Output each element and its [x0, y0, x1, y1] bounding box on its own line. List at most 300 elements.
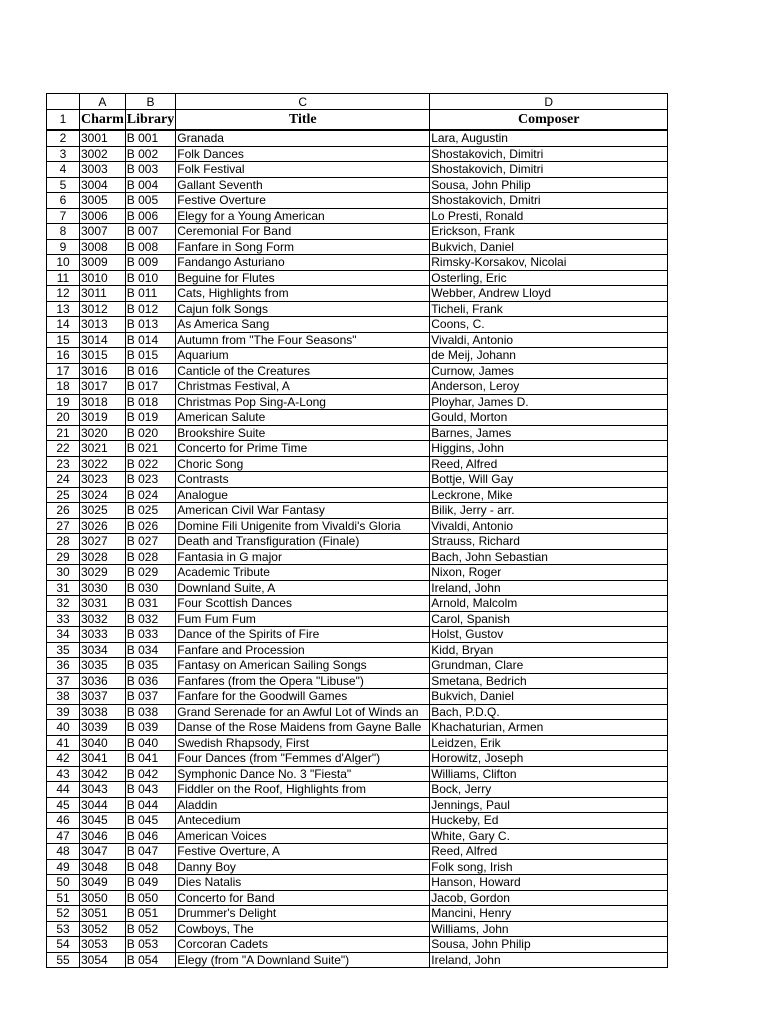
row-number[interactable]: 36	[47, 658, 80, 674]
library-cell[interactable]: B 024	[125, 487, 175, 503]
composer-cell[interactable]: Lara, Augustin	[430, 130, 668, 146]
row-number[interactable]: 20	[47, 410, 80, 426]
library-cell[interactable]: B 031	[125, 596, 175, 612]
title-cell[interactable]: Contrasts	[176, 472, 430, 488]
charm-cell[interactable]: 3019	[80, 410, 126, 426]
row-number[interactable]: 14	[47, 317, 80, 333]
title-cell[interactable]: Dies Natalis	[176, 875, 430, 891]
library-cell[interactable]: B 035	[125, 658, 175, 674]
title-cell[interactable]: Autumn from "The Four Seasons"	[176, 332, 430, 348]
title-cell[interactable]: Festive Overture	[176, 193, 430, 209]
row-number[interactable]: 30	[47, 565, 80, 581]
composer-cell[interactable]: Horowitz, Joseph	[430, 751, 668, 767]
title-cell[interactable]: Dance of the Spirits of Fire	[176, 627, 430, 643]
corner-cell[interactable]	[47, 94, 80, 110]
row-number[interactable]: 29	[47, 549, 80, 565]
title-cell[interactable]: Four Dances (from "Femmes d'Alger")	[176, 751, 430, 767]
row-number[interactable]: 6	[47, 193, 80, 209]
row-number[interactable]: 54	[47, 937, 80, 953]
composer-cell[interactable]: Vivaldi, Antonio	[430, 518, 668, 534]
library-cell[interactable]: B 002	[125, 146, 175, 162]
composer-cell[interactable]: Williams, John	[430, 921, 668, 937]
charm-cell[interactable]: 3047	[80, 844, 126, 860]
row-number[interactable]: 41	[47, 735, 80, 751]
composer-cell[interactable]: Ployhar, James D.	[430, 394, 668, 410]
table-row	[47, 441, 668, 457]
column-header-a[interactable]: A	[80, 94, 126, 110]
row-number[interactable]: 11	[47, 270, 80, 286]
title-cell[interactable]: Fanfares (from the Opera "Libuse")	[176, 673, 430, 689]
charm-cell[interactable]: 3051	[80, 906, 126, 922]
table-row	[47, 239, 668, 255]
column-header-b[interactable]: B	[125, 94, 175, 110]
charm-cell[interactable]: 3026	[80, 518, 126, 534]
title-cell[interactable]: Fanfare in Song Form	[176, 239, 430, 255]
title-cell[interactable]: Fiddler on the Roof, Highlights from	[176, 782, 430, 798]
row-number[interactable]: 47	[47, 828, 80, 844]
title-cell[interactable]: Festive Overture, A	[176, 844, 430, 860]
title-cell[interactable]: Canticle of the Creatures	[176, 363, 430, 379]
charm-cell[interactable]: 3001	[80, 130, 126, 146]
composer-cell[interactable]: Bukvich, Daniel	[430, 239, 668, 255]
row-number[interactable]: 24	[47, 472, 80, 488]
row-number[interactable]: 25	[47, 487, 80, 503]
composer-cell[interactable]: Anderson, Leroy	[430, 379, 668, 395]
title-cell[interactable]: Corcoran Cadets	[176, 937, 430, 953]
charm-cell[interactable]: 3018	[80, 394, 126, 410]
composer-cell[interactable]: Khachaturian, Armen	[430, 720, 668, 736]
library-cell[interactable]: B 037	[125, 689, 175, 705]
charm-cell[interactable]: 3005	[80, 193, 126, 209]
charm-cell[interactable]: 3010	[80, 270, 126, 286]
charm-cell[interactable]: 3012	[80, 301, 126, 317]
library-cell[interactable]: B 043	[125, 782, 175, 798]
composer-cell[interactable]: Bukvich, Daniel	[430, 689, 668, 705]
library-cell[interactable]: B 020	[125, 425, 175, 441]
row-number[interactable]: 22	[47, 441, 80, 457]
charm-cell[interactable]: 3020	[80, 425, 126, 441]
composer-cell[interactable]: White, Gary C.	[430, 828, 668, 844]
row-number[interactable]: 8	[47, 224, 80, 240]
composer-cell[interactable]: Bock, Jerry	[430, 782, 668, 798]
library-cell[interactable]: B 011	[125, 286, 175, 302]
row-number[interactable]: 12	[47, 286, 80, 302]
library-cell[interactable]: B 045	[125, 813, 175, 829]
table-row	[47, 503, 668, 519]
row-number[interactable]: 7	[47, 208, 80, 224]
composer-cell[interactable]: Mancini, Henry	[430, 906, 668, 922]
composer-cell[interactable]: Williams, Clifton	[430, 766, 668, 782]
row-number[interactable]: 52	[47, 906, 80, 922]
title-cell[interactable]: Symphonic Dance No. 3 "Fiesta"	[176, 766, 430, 782]
charm-cell[interactable]: 3049	[80, 875, 126, 891]
column-header-row	[47, 94, 668, 110]
composer-cell[interactable]: Ireland, John	[430, 952, 668, 968]
header-cell-title[interactable]: Title	[176, 110, 430, 131]
library-cell[interactable]: B 005	[125, 193, 175, 209]
charm-cell[interactable]: 3006	[80, 208, 126, 224]
charm-cell[interactable]: 3016	[80, 363, 126, 379]
title-cell[interactable]: Beguine for Flutes	[176, 270, 430, 286]
charm-cell[interactable]: 3033	[80, 627, 126, 643]
table-row	[47, 828, 668, 844]
title-cell[interactable]: Fanfare for the Goodwill Games	[176, 689, 430, 705]
library-cell[interactable]: B 047	[125, 844, 175, 860]
title-cell[interactable]: Gallant Seventh	[176, 177, 430, 193]
header-cell-composer[interactable]: Composer	[430, 110, 668, 131]
library-cell[interactable]: B 009	[125, 255, 175, 271]
charm-cell[interactable]: 3038	[80, 704, 126, 720]
composer-cell[interactable]: Holst, Gustov	[430, 627, 668, 643]
composer-cell[interactable]: Bottje, Will Gay	[430, 472, 668, 488]
composer-cell[interactable]: Jennings, Paul	[430, 797, 668, 813]
table-row	[47, 890, 668, 906]
library-cell[interactable]: B 032	[125, 611, 175, 627]
title-cell[interactable]: Drummer's Delight	[176, 906, 430, 922]
charm-cell[interactable]: 3041	[80, 751, 126, 767]
title-cell[interactable]: Fantasia in G major	[176, 549, 430, 565]
composer-cell[interactable]: Bach, John Sebastian	[430, 549, 668, 565]
title-cell[interactable]: Danse of the Rose Maidens from Gayne Balle	[176, 720, 430, 736]
library-cell[interactable]: B 021	[125, 441, 175, 457]
title-cell[interactable]: Concerto for Prime Time	[176, 441, 430, 457]
composer-cell[interactable]: Bilik, Jerry - arr.	[430, 503, 668, 519]
charm-cell[interactable]: 3003	[80, 162, 126, 178]
row-number[interactable]: 32	[47, 596, 80, 612]
charm-cell[interactable]: 3022	[80, 456, 126, 472]
library-cell[interactable]: B 034	[125, 642, 175, 658]
library-cell[interactable]: B 012	[125, 301, 175, 317]
composer-cell[interactable]: Higgins, John	[430, 441, 668, 457]
library-cell[interactable]: B 030	[125, 580, 175, 596]
row-number[interactable]: 10	[47, 255, 80, 271]
composer-cell[interactable]: Reed, Alfred	[430, 844, 668, 860]
library-cell[interactable]: B 049	[125, 875, 175, 891]
composer-cell[interactable]: Ticheli, Frank	[430, 301, 668, 317]
row-number[interactable]: 15	[47, 332, 80, 348]
row-number[interactable]: 18	[47, 379, 80, 395]
title-cell[interactable]: Cowboys, The	[176, 921, 430, 937]
title-cell[interactable]: Aquarium	[176, 348, 430, 364]
library-cell[interactable]: B 022	[125, 456, 175, 472]
library-cell[interactable]: B 025	[125, 503, 175, 519]
composer-cell[interactable]: Carol, Spanish	[430, 611, 668, 627]
composer-cell[interactable]: Osterling, Eric	[430, 270, 668, 286]
charm-cell[interactable]: 3017	[80, 379, 126, 395]
title-cell[interactable]: Folk Dances	[176, 146, 430, 162]
composer-cell[interactable]: Hanson, Howard	[430, 875, 668, 891]
charm-cell[interactable]: 3007	[80, 224, 126, 240]
title-cell[interactable]: Brookshire Suite	[176, 425, 430, 441]
row-number[interactable]: 40	[47, 720, 80, 736]
library-cell[interactable]: B 042	[125, 766, 175, 782]
charm-cell[interactable]: 3045	[80, 813, 126, 829]
title-cell[interactable]: Christmas Pop Sing-A-Long	[176, 394, 430, 410]
title-cell[interactable]: Analogue	[176, 487, 430, 503]
library-cell[interactable]: B 040	[125, 735, 175, 751]
composer-cell[interactable]: Rimsky-Korsakov, Nicolai	[430, 255, 668, 271]
table-row	[47, 208, 668, 224]
row-number[interactable]: 2	[47, 130, 80, 146]
library-cell[interactable]: B 039	[125, 720, 175, 736]
charm-cell[interactable]: 3024	[80, 487, 126, 503]
composer-cell[interactable]: Folk song, Irish	[430, 859, 668, 875]
table-row	[47, 782, 668, 798]
library-cell[interactable]: B 001	[125, 130, 175, 146]
title-cell[interactable]: American Civil War Fantasy	[176, 503, 430, 519]
title-cell[interactable]: Four Scottish Dances	[176, 596, 430, 612]
library-cell[interactable]: B 054	[125, 952, 175, 968]
header-cell-charm[interactable]: Charm	[80, 110, 126, 131]
charm-cell[interactable]: 3052	[80, 921, 126, 937]
row-number[interactable]: 16	[47, 348, 80, 364]
composer-cell[interactable]: de Meij, Johann	[430, 348, 668, 364]
table-row	[47, 317, 668, 333]
composer-cell[interactable]: Vivaldi, Antonio	[430, 332, 668, 348]
column-header-d[interactable]: D	[430, 94, 668, 110]
row-number[interactable]: 28	[47, 534, 80, 550]
charm-cell[interactable]: 3050	[80, 890, 126, 906]
table-row	[47, 410, 668, 426]
charm-cell[interactable]: 3028	[80, 549, 126, 565]
row-number[interactable]: 19	[47, 394, 80, 410]
title-cell[interactable]: Elegy for a Young American	[176, 208, 430, 224]
library-cell[interactable]: B 003	[125, 162, 175, 178]
library-cell[interactable]: B 029	[125, 565, 175, 581]
library-cell[interactable]: B 026	[125, 518, 175, 534]
row-number[interactable]: 1	[47, 110, 80, 131]
library-cell[interactable]: B 027	[125, 534, 175, 550]
charm-cell[interactable]: 3008	[80, 239, 126, 255]
library-cell[interactable]: B 013	[125, 317, 175, 333]
composer-cell[interactable]: Shostakovich, Dimitri	[430, 146, 668, 162]
library-cell[interactable]: B 033	[125, 627, 175, 643]
charm-cell[interactable]: 3034	[80, 642, 126, 658]
row-number[interactable]: 23	[47, 456, 80, 472]
title-cell[interactable]: As America Sang	[176, 317, 430, 333]
title-cell[interactable]: Granada	[176, 130, 430, 146]
row-number[interactable]: 31	[47, 580, 80, 596]
charm-cell[interactable]: 3039	[80, 720, 126, 736]
table-row	[47, 549, 668, 565]
row-number[interactable]: 9	[47, 239, 80, 255]
title-cell[interactable]: Danny Boy	[176, 859, 430, 875]
title-cell[interactable]: Ceremonial For Band	[176, 224, 430, 240]
library-cell[interactable]: B 007	[125, 224, 175, 240]
row-number[interactable]: 48	[47, 844, 80, 860]
charm-cell[interactable]: 3044	[80, 797, 126, 813]
charm-cell[interactable]: 3011	[80, 286, 126, 302]
title-cell[interactable]: Aladdin	[176, 797, 430, 813]
charm-cell[interactable]: 3036	[80, 673, 126, 689]
composer-cell[interactable]: Bach, P.D.Q.	[430, 704, 668, 720]
composer-cell[interactable]: Barnes, James	[430, 425, 668, 441]
library-cell[interactable]: B 019	[125, 410, 175, 426]
charm-cell[interactable]: 3021	[80, 441, 126, 457]
charm-cell[interactable]: 3029	[80, 565, 126, 581]
column-header-c[interactable]: C	[176, 94, 430, 110]
charm-cell[interactable]: 3048	[80, 859, 126, 875]
composer-cell[interactable]: Jacob, Gordon	[430, 890, 668, 906]
title-cell[interactable]: Fandango Asturiano	[176, 255, 430, 271]
row-number[interactable]: 34	[47, 627, 80, 643]
library-cell[interactable]: B 010	[125, 270, 175, 286]
composer-cell[interactable]: Sousa, John Philip	[430, 177, 668, 193]
charm-cell[interactable]: 3025	[80, 503, 126, 519]
library-cell[interactable]: B 052	[125, 921, 175, 937]
title-cell[interactable]: Death and Transfiguration (Finale)	[176, 534, 430, 550]
title-cell[interactable]: Concerto for Band	[176, 890, 430, 906]
row-number[interactable]: 42	[47, 751, 80, 767]
charm-cell[interactable]: 3004	[80, 177, 126, 193]
title-cell[interactable]: Swedish Rhapsody, First	[176, 735, 430, 751]
row-number[interactable]: 43	[47, 766, 80, 782]
composer-cell[interactable]: Webber, Andrew Lloyd	[430, 286, 668, 302]
library-cell[interactable]: B 048	[125, 859, 175, 875]
composer-cell[interactable]: Erickson, Frank	[430, 224, 668, 240]
composer-cell[interactable]: Leidzen, Erik	[430, 735, 668, 751]
row-number[interactable]: 46	[47, 813, 80, 829]
row-number[interactable]: 53	[47, 921, 80, 937]
row-number[interactable]: 38	[47, 689, 80, 705]
composer-cell[interactable]: Ireland, John	[430, 580, 668, 596]
composer-cell[interactable]: Sousa, John Philip	[430, 937, 668, 953]
row-number[interactable]: 44	[47, 782, 80, 798]
title-cell[interactable]: Domine Fili Unigenite from Vivaldi's Gloria	[176, 518, 430, 534]
title-cell[interactable]: Downland Suite, A	[176, 580, 430, 596]
charm-cell[interactable]: 3015	[80, 348, 126, 364]
title-cell[interactable]: Antecedium	[176, 813, 430, 829]
charm-cell[interactable]: 3013	[80, 317, 126, 333]
table-row	[47, 906, 668, 922]
row-number[interactable]: 50	[47, 875, 80, 891]
row-number[interactable]: 49	[47, 859, 80, 875]
composer-cell[interactable]: Arnold, Malcolm	[430, 596, 668, 612]
title-cell[interactable]: Choric Song	[176, 456, 430, 472]
title-cell[interactable]: Folk Festival	[176, 162, 430, 178]
composer-cell[interactable]: Grundman, Clare	[430, 658, 668, 674]
library-cell[interactable]: B 053	[125, 937, 175, 953]
title-cell[interactable]: Elegy (from "A Downland Suite")	[176, 952, 430, 968]
composer-cell[interactable]: Leckrone, Mike	[430, 487, 668, 503]
title-cell[interactable]: Fanfare and Procession	[176, 642, 430, 658]
charm-cell[interactable]: 3030	[80, 580, 126, 596]
title-row	[47, 110, 668, 131]
library-cell[interactable]: B 018	[125, 394, 175, 410]
composer-cell[interactable]: Nixon, Roger	[430, 565, 668, 581]
composer-cell[interactable]: Shostakovich, Dmitri	[430, 193, 668, 209]
composer-cell[interactable]: Curnow, James	[430, 363, 668, 379]
library-cell[interactable]: B 006	[125, 208, 175, 224]
composer-cell[interactable]: Huckeby, Ed	[430, 813, 668, 829]
row-number[interactable]: 39	[47, 704, 80, 720]
row-number[interactable]: 3	[47, 146, 80, 162]
table-row	[47, 534, 668, 550]
library-cell[interactable]: B 046	[125, 828, 175, 844]
composer-cell[interactable]: Smetana, Bedrich	[430, 673, 668, 689]
charm-cell[interactable]: 3031	[80, 596, 126, 612]
library-cell[interactable]: B 016	[125, 363, 175, 379]
row-number[interactable]: 37	[47, 673, 80, 689]
charm-cell[interactable]: 3053	[80, 937, 126, 953]
composer-cell[interactable]: Shostakovich, Dimitri	[430, 162, 668, 178]
charm-cell[interactable]: 3042	[80, 766, 126, 782]
charm-cell[interactable]: 3054	[80, 952, 126, 968]
table-row	[47, 751, 668, 767]
row-number[interactable]: 45	[47, 797, 80, 813]
table-row	[47, 363, 668, 379]
row-number[interactable]: 35	[47, 642, 80, 658]
composer-cell[interactable]: Reed, Alfred	[430, 456, 668, 472]
library-cell[interactable]: B 041	[125, 751, 175, 767]
charm-cell[interactable]: 3037	[80, 689, 126, 705]
library-cell[interactable]: B 051	[125, 906, 175, 922]
title-cell[interactable]: Cajun folk Songs	[176, 301, 430, 317]
title-cell[interactable]: Academic Tribute	[176, 565, 430, 581]
header-cell-library[interactable]: Library	[125, 110, 175, 131]
library-cell[interactable]: B 038	[125, 704, 175, 720]
title-cell[interactable]: Fantasy on American Sailing Songs	[176, 658, 430, 674]
table-row	[47, 487, 668, 503]
row-number[interactable]: 51	[47, 890, 80, 906]
row-number[interactable]: 55	[47, 952, 80, 968]
row-number[interactable]: 4	[47, 162, 80, 178]
library-cell[interactable]: B 004	[125, 177, 175, 193]
charm-cell[interactable]: 3027	[80, 534, 126, 550]
charm-cell[interactable]: 3002	[80, 146, 126, 162]
composer-cell[interactable]: Gould, Morton	[430, 410, 668, 426]
table-row	[47, 844, 668, 860]
title-cell[interactable]: Grand Serenade for an Awful Lot of Winds an	[176, 704, 430, 720]
row-number[interactable]: 27	[47, 518, 80, 534]
row-number[interactable]: 17	[47, 363, 80, 379]
library-cell[interactable]: B 023	[125, 472, 175, 488]
composer-cell[interactable]: Coons, C.	[430, 317, 668, 333]
charm-cell[interactable]: 3014	[80, 332, 126, 348]
row-number[interactable]: 13	[47, 301, 80, 317]
table-row	[47, 177, 668, 193]
library-cell[interactable]: B 036	[125, 673, 175, 689]
library-cell[interactable]: B 050	[125, 890, 175, 906]
composer-cell[interactable]: Kidd, Bryan	[430, 642, 668, 658]
title-cell[interactable]: American Voices	[176, 828, 430, 844]
composer-cell[interactable]: Lo Presti, Ronald	[430, 208, 668, 224]
title-cell[interactable]: American Salute	[176, 410, 430, 426]
charm-cell[interactable]: 3040	[80, 735, 126, 751]
library-cell[interactable]: B 008	[125, 239, 175, 255]
row-number[interactable]: 5	[47, 177, 80, 193]
library-cell[interactable]: B 015	[125, 348, 175, 364]
title-cell[interactable]: Fum Fum Fum	[176, 611, 430, 627]
table-row	[47, 193, 668, 209]
charm-cell[interactable]: 3043	[80, 782, 126, 798]
composer-cell[interactable]: Strauss, Richard	[430, 534, 668, 550]
library-cell[interactable]: B 014	[125, 332, 175, 348]
charm-cell[interactable]: 3023	[80, 472, 126, 488]
charm-cell[interactable]: 3046	[80, 828, 126, 844]
row-number[interactable]: 21	[47, 425, 80, 441]
charm-cell[interactable]: 3009	[80, 255, 126, 271]
charm-cell[interactable]: 3035	[80, 658, 126, 674]
library-cell[interactable]: B 044	[125, 797, 175, 813]
row-number[interactable]: 26	[47, 503, 80, 519]
title-cell[interactable]: Christmas Festival, A	[176, 379, 430, 395]
title-cell[interactable]: Cats, Highlights from	[176, 286, 430, 302]
row-number[interactable]: 33	[47, 611, 80, 627]
library-cell[interactable]: B 028	[125, 549, 175, 565]
charm-cell[interactable]: 3032	[80, 611, 126, 627]
library-cell[interactable]: B 017	[125, 379, 175, 395]
